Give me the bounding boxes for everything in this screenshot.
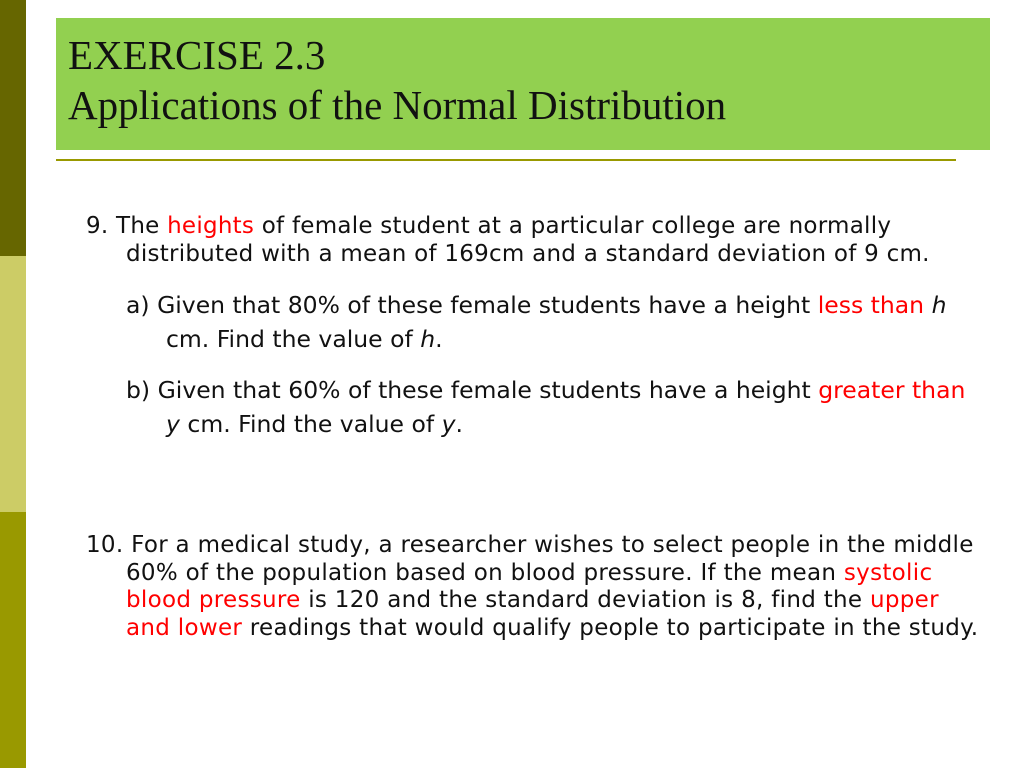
- question-9-number: 9.: [86, 213, 109, 239]
- question-9b-text-1: Given that 60% of these female students have a height: [157, 376, 811, 404]
- question-10-text-3: readings that would qualify people to participate in the study.: [249, 614, 979, 641]
- question-9b-variable-1: y: [166, 410, 180, 438]
- slide-title-line-2: Applications of the Normal Distribution: [68, 82, 727, 128]
- question-9a-label: a): [126, 291, 150, 319]
- question-9a-text-2: cm. Find the value of: [166, 325, 413, 353]
- title-underline-rule: [56, 159, 956, 161]
- question-9a-highlight: less than: [817, 291, 925, 319]
- question-9b-variable-2: y: [441, 410, 456, 438]
- question-10: [86, 532, 986, 642]
- question-9a: [86, 288, 986, 356]
- side-bar-bottom-segment: [0, 512, 26, 768]
- question-9b: [86, 373, 986, 441]
- question-9a-variable-2: h: [420, 325, 436, 353]
- question-10-text-1: For a medical study, a researcher wishes to select people in the middle 60% of the population based on blood pressure. If the mean: [126, 532, 974, 586]
- question-10-highlight-systolic: systolic blood pressure: [126, 559, 933, 613]
- question-9b-label: b): [126, 376, 151, 404]
- question-9-highlight-heights: heights: [167, 213, 255, 239]
- side-decoration-bar: [0, 0, 26, 768]
- question-9a-variable-1: h: [931, 291, 947, 319]
- slide-content: [86, 213, 986, 642]
- question-10-number: 10.: [86, 532, 124, 558]
- question-9a-text-3: .: [435, 325, 443, 353]
- question-9b-highlight: greater than: [818, 376, 966, 404]
- question-9b-text-2: cm. Find the value of: [187, 410, 435, 438]
- question-9-text-1: The: [116, 213, 160, 239]
- question-9b-text-3: .: [455, 410, 464, 438]
- question-9: [86, 213, 986, 268]
- question-9-text-2: of female student at a particular college are normally distributed with a mean of 169cm and a standard deviation of 9 cm.: [126, 213, 930, 267]
- slide-title-line-1: EXERCISE 2.3: [68, 32, 326, 78]
- question-10-text-2: is 120 and the standard deviation is 8, find the: [308, 587, 863, 613]
- question-9a-text-1: Given that 80% of these female students have a height: [157, 291, 811, 319]
- side-bar-top-segment: [0, 0, 26, 256]
- title-box: [56, 18, 990, 150]
- question-10-highlight-upper-lower: upper and lower: [126, 587, 939, 641]
- side-bar-middle-segment: [0, 256, 26, 512]
